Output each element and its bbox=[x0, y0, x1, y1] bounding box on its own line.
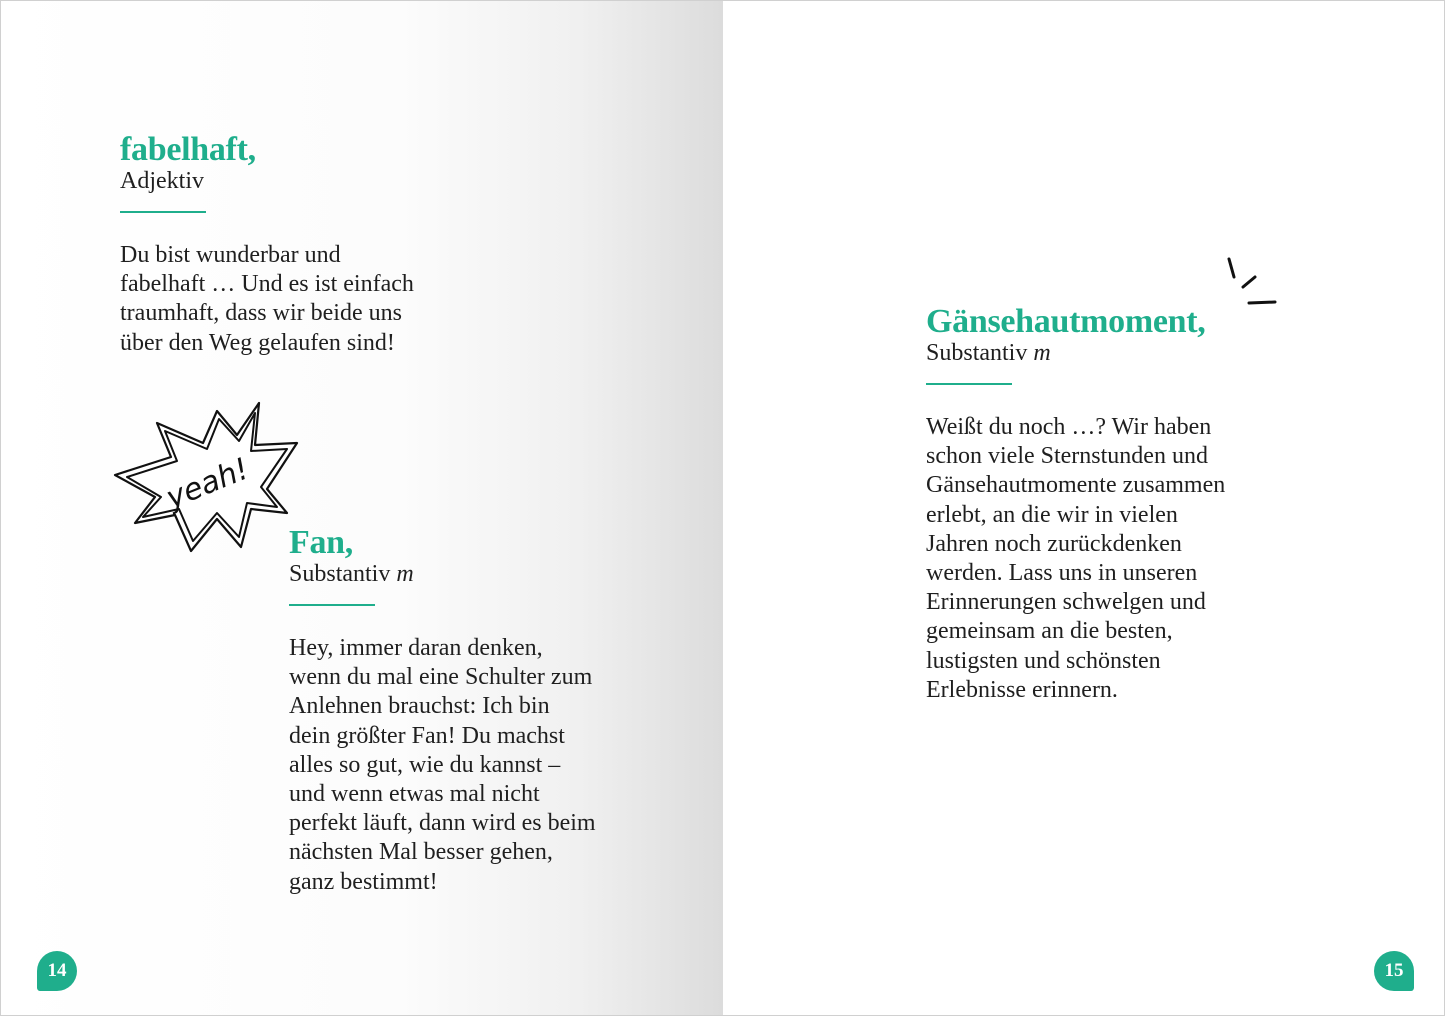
entry-term: Gänsehautmoment, bbox=[926, 303, 1206, 340]
part-of-speech-label: Substantiv bbox=[926, 340, 1028, 366]
gender-label: m bbox=[396, 561, 414, 587]
part-of-speech-label: Substantiv bbox=[289, 561, 391, 587]
definition-line: Weißt du noch …? Wir haben bbox=[926, 414, 1212, 440]
part-of-speech-label: Adjektiv bbox=[120, 168, 204, 194]
left-page bbox=[0, 0, 723, 1016]
definition-line: fabelhaft … Und es ist einfach bbox=[120, 271, 414, 298]
definition-line: dein größter Fan! Du machst bbox=[289, 722, 565, 749]
divider-rule bbox=[120, 211, 206, 213]
page-number-left: 14 bbox=[37, 951, 77, 991]
entry-definition bbox=[926, 413, 1286, 705]
definition-line: wenn du mal eine Schulter zum bbox=[289, 664, 593, 691]
entry-definition bbox=[120, 241, 440, 358]
right-page bbox=[723, 0, 1445, 1016]
definition-line: Jahren noch zurückdenken bbox=[926, 530, 1182, 557]
definition-line: perfekt läuft, dann wird es beim bbox=[289, 810, 596, 837]
entry-gaensehautmoment bbox=[926, 303, 1286, 705]
definition-line: werden. Lass uns in unseren bbox=[926, 560, 1198, 587]
entry-term: fabelhaft, bbox=[120, 131, 256, 168]
definition-line: erlebt, an die wir in vielen bbox=[926, 501, 1178, 528]
entry-fan bbox=[289, 524, 619, 897]
divider-rule bbox=[289, 604, 375, 606]
gender-label: m bbox=[1033, 340, 1051, 366]
definition-line: nächsten Mal besser gehen, bbox=[289, 839, 553, 866]
definition-line: gemeinsam an die besten, bbox=[926, 618, 1173, 645]
entry-term: Fan, bbox=[289, 524, 353, 561]
sparkle-strokes-icon bbox=[1221, 253, 1281, 309]
entry-part-of-speech bbox=[289, 560, 619, 588]
yeah-star-sticker-icon bbox=[109, 397, 305, 559]
entry-part-of-speech bbox=[120, 167, 440, 195]
entry-fabelhaft bbox=[120, 131, 440, 358]
definition-line: Anlehnen brauchst: Ich bin bbox=[289, 693, 550, 720]
entry-part-of-speech bbox=[926, 339, 1286, 367]
definition-line: und wenn etwas mal nicht bbox=[289, 781, 540, 808]
definition-line: Erinnerungen schwelgen und bbox=[926, 589, 1206, 616]
definition-line: schon viele Sternstunden und bbox=[926, 443, 1208, 470]
definition-line: Du bist wunderbar und bbox=[120, 242, 341, 268]
definition-line: über den Weg gelaufen sind! bbox=[120, 329, 395, 356]
definition-line: Gänsehautmomente zusammen bbox=[926, 472, 1226, 499]
entry-definition bbox=[289, 634, 619, 897]
definition-line: alles so gut, wie du kannst – bbox=[289, 751, 561, 778]
definition-line: Erlebnisse erinnern. bbox=[926, 676, 1118, 703]
sticker-text: yeah! bbox=[161, 451, 254, 517]
definition-line: ganz bestimmt! bbox=[289, 868, 438, 895]
definition-line: Hey, immer daran denken, bbox=[289, 635, 543, 661]
divider-rule bbox=[926, 383, 1012, 385]
page-number-right: 15 bbox=[1374, 951, 1414, 991]
definition-line: lustigsten und schönsten bbox=[926, 647, 1161, 674]
definition-line: traumhaft, dass wir beide uns bbox=[120, 300, 402, 327]
